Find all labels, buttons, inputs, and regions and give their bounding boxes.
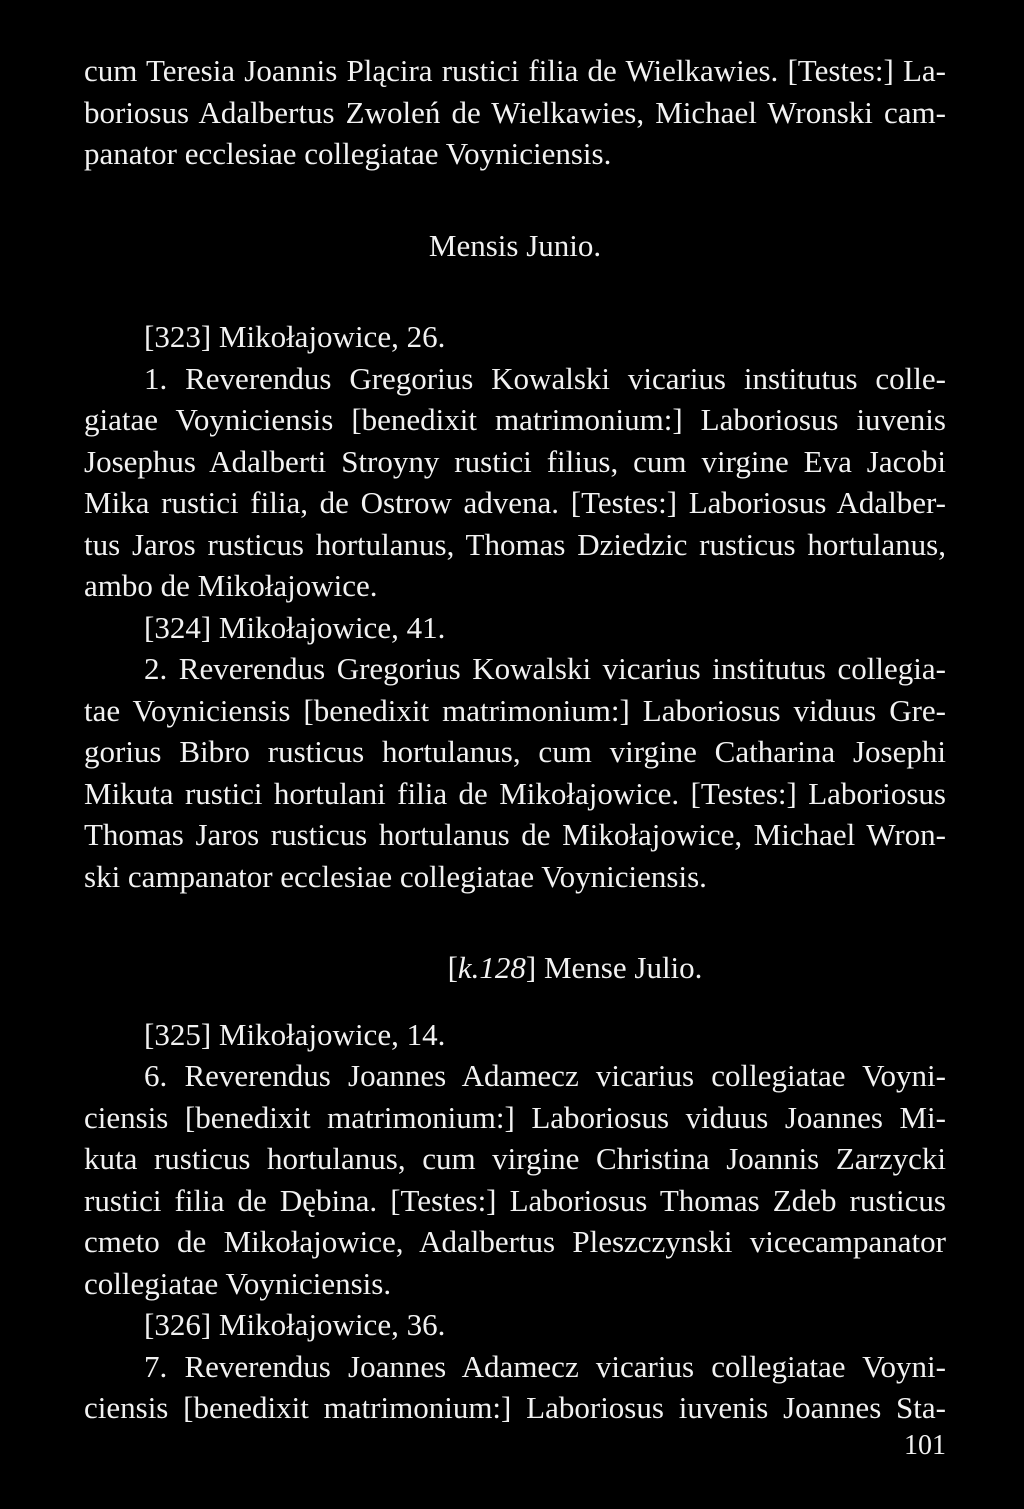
text-line: ciensis [benedixit matrimonium:] Laboriosus iuvenis Joannes Sta- bbox=[84, 1390, 946, 1425]
text-line: panator ecclesiae collegiatae Voyniciensis. bbox=[84, 136, 612, 171]
entry-heading: [325] Mikołajowice, 14. bbox=[144, 1016, 446, 1052]
text-line: ciensis [benedixit matrimonium:] Laboriosus viduus Joannes Mi- bbox=[84, 1099, 946, 1135]
page-number: 101 bbox=[904, 1430, 946, 1461]
text-line: giatae Voyniciensis [benedixit matrimonium:] Laboriosus iuvenis bbox=[84, 402, 946, 437]
bracket-open: [ bbox=[447, 950, 458, 985]
text-line: Thomas Jaros rusticus hortulanus de Mikołajowice, Michael Wron- bbox=[84, 817, 946, 852]
text-line: 6. Reverendus Joannes Adamecz vicarius collegiatae Voyni- bbox=[144, 1058, 946, 1093]
text-line: cmeto de Mikołajowice, Adalbertus Pleszczynski vicecampanator bbox=[84, 1224, 946, 1259]
entry-heading: [323] Mikołajowice, 26. bbox=[144, 319, 446, 354]
text-line: 1. Reverendus Gregorius Kowalski vicarius institutus colle- bbox=[144, 360, 946, 396]
text-line: tae Voyniciensis [benedixit matrimonium:] Laboriosus viduus Gre- bbox=[84, 692, 946, 728]
entry-326 bbox=[84, 1304, 946, 1429]
folio-reference: k.128 bbox=[457, 950, 526, 985]
text-line: gorius Bibro rusticus hortulanus, cum virgine Catharina Josephi bbox=[84, 734, 946, 769]
intro-paragraph bbox=[84, 50, 946, 175]
month-heading-julio bbox=[84, 947, 946, 989]
text-line: ambo de Mikołajowice. bbox=[84, 568, 378, 603]
text-line: 7. Reverendus Joannes Adamecz vicarius collegiatae Voyni- bbox=[144, 1348, 946, 1384]
text-line: boriosus Adalbertus Zwoleń de Wielkawies, Michael Wronski cam- bbox=[84, 94, 946, 130]
entry-324 bbox=[84, 607, 946, 898]
month-label: Mense Julio. bbox=[536, 950, 703, 985]
bracket-close: ] bbox=[525, 950, 537, 985]
entry-325 bbox=[84, 1014, 946, 1305]
entry-heading: [326] Mikołajowice, 36. bbox=[144, 1307, 446, 1342]
text-line: rustici filia de Dębina. [Testes:] Laboriosus Thomas Zdeb rusticus bbox=[84, 1182, 946, 1218]
text-line: ski campanator ecclesiae collegiatae Voyniciensis. bbox=[84, 858, 707, 894]
text-line: tus Jaros rusticus hortulanus, Thomas Dziedzic rusticus hortulanus, bbox=[84, 526, 946, 562]
month-heading-junio: Mensis Junio. bbox=[428, 227, 602, 263]
entry-heading: [324] Mikołajowice, 41. bbox=[144, 609, 446, 645]
entry-323 bbox=[84, 316, 946, 607]
page-text bbox=[84, 50, 946, 1429]
text-line: kuta rusticus hortulanus, cum virgine Christina Joannis Zarzycki bbox=[84, 1141, 946, 1176]
text-line: 2. Reverendus Gregorius Kowalski vicarius institutus collegia- bbox=[144, 651, 946, 686]
text-line: Josephus Adalberti Stroyny rustici filius, cum virgine Eva Jacobi bbox=[84, 443, 946, 479]
text-line: Mika rustici filia, de Ostrow advena. [Testes:] Laboriosus Adalber- bbox=[84, 485, 946, 520]
text-line: Mikuta rustici hortulani filia de Mikołajowice. [Testes:] Laboriosus bbox=[84, 775, 946, 811]
text-line: cum Teresia Joannis Plącira rustici filia de Wielkawies. [Testes:] La- bbox=[84, 53, 946, 88]
text-line: collegiatae Voyniciensis. bbox=[84, 1265, 392, 1301]
